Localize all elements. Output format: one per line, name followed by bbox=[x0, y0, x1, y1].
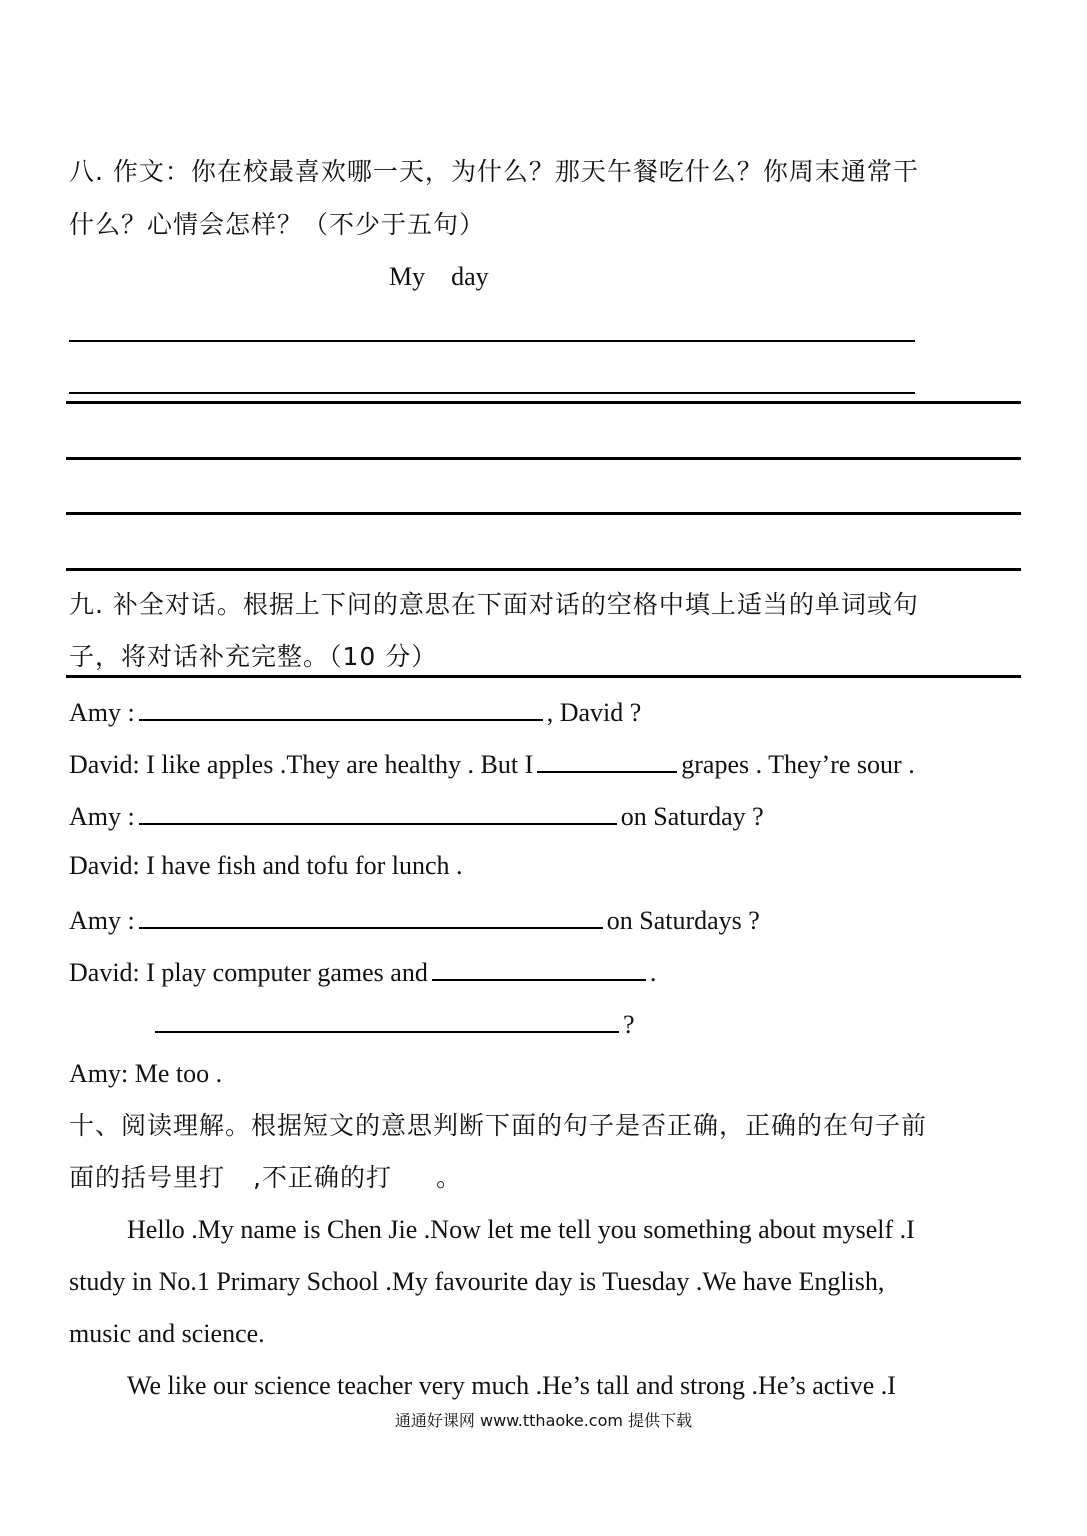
speaker-amy: Amy : bbox=[69, 802, 135, 831]
writing-line bbox=[66, 457, 1021, 460]
dialog-text: , David ? bbox=[546, 698, 642, 727]
answer-blank[interactable] bbox=[432, 953, 646, 981]
dialog-line-4: David: I have fish and tofu for lunch . bbox=[69, 851, 463, 880]
writing-line bbox=[66, 568, 1021, 571]
dialog-line-2 bbox=[69, 745, 915, 782]
dialog-line-3 bbox=[69, 797, 764, 834]
dialog-line-6 bbox=[69, 953, 656, 990]
passage-paragraph1-line2: study in No.1 Primary School .My favourite day is Tuesday .We have English, bbox=[69, 1267, 885, 1296]
writing-line bbox=[66, 512, 1021, 515]
answer-blank[interactable] bbox=[155, 1005, 619, 1033]
dialog-text: David: I play computer games and bbox=[69, 958, 428, 987]
answer-blank[interactable] bbox=[537, 745, 677, 773]
dialog-text: on Saturday ? bbox=[620, 802, 764, 831]
dialog-text: on Saturdays ? bbox=[606, 906, 760, 935]
section-divider bbox=[66, 675, 1021, 678]
answer-blank[interactable] bbox=[139, 901, 603, 929]
instruction-text: 。 bbox=[435, 1163, 462, 1192]
answer-blank[interactable] bbox=[139, 693, 543, 721]
section10-instruction-line1: 十、阅读理解。根据短文的意思判断下面的句子是否正确，正确的在句子前 bbox=[69, 1111, 928, 1140]
dialog-text: David: I like apples .They are healthy . But I bbox=[69, 750, 534, 779]
writing-line bbox=[66, 401, 1021, 404]
dialog-line-8: Amy: Me too . bbox=[69, 1059, 223, 1088]
section8-prompt-line1: 八. 作文：你在校最喜欢哪一天，为什么？那天午餐吃什么？你周末通常干 bbox=[69, 157, 919, 186]
instruction-text: ,不正确的打 bbox=[253, 1163, 392, 1192]
passage-paragraph1-line1: Hello .My name is Chen Jie .Now let me tell you something about myself .I bbox=[127, 1215, 915, 1244]
page-footer: 通通好课网 www.tthaoke.com 提供下载 bbox=[394, 1411, 693, 1430]
instruction-text: 面的括号里打 bbox=[69, 1163, 226, 1192]
section8-prompt-line2: 什么？心情会怎样？（不少于五句） bbox=[69, 210, 486, 239]
section10-instruction-line2 bbox=[69, 1161, 462, 1195]
speaker-amy: Amy : bbox=[69, 698, 135, 727]
passage-paragraph2-line1: We like our science teacher very much .He’s tall and strong .He’s active .I bbox=[127, 1371, 896, 1400]
dialog-text: . bbox=[649, 958, 657, 987]
writing-line bbox=[69, 392, 915, 394]
essay-title: My day bbox=[389, 262, 489, 291]
dialog-text: ? bbox=[623, 1010, 635, 1039]
passage-paragraph1-line3: music and science. bbox=[69, 1319, 265, 1348]
speaker-amy: Amy : bbox=[69, 906, 135, 935]
answer-blank[interactable] bbox=[139, 797, 617, 825]
dialog-text: grapes . They’re sour . bbox=[681, 750, 915, 779]
dialog-line-1 bbox=[69, 693, 641, 730]
writing-line bbox=[69, 340, 915, 342]
section9-instruction-line1: 九. 补全对话。根据上下问的意思在下面对话的空格中填上适当的单词或句 bbox=[69, 590, 919, 619]
dialog-line-5 bbox=[69, 901, 760, 938]
section9-instruction-line2: 子，将对话补充完整。（10 分） bbox=[69, 642, 438, 671]
dialog-line-7 bbox=[155, 1005, 635, 1042]
